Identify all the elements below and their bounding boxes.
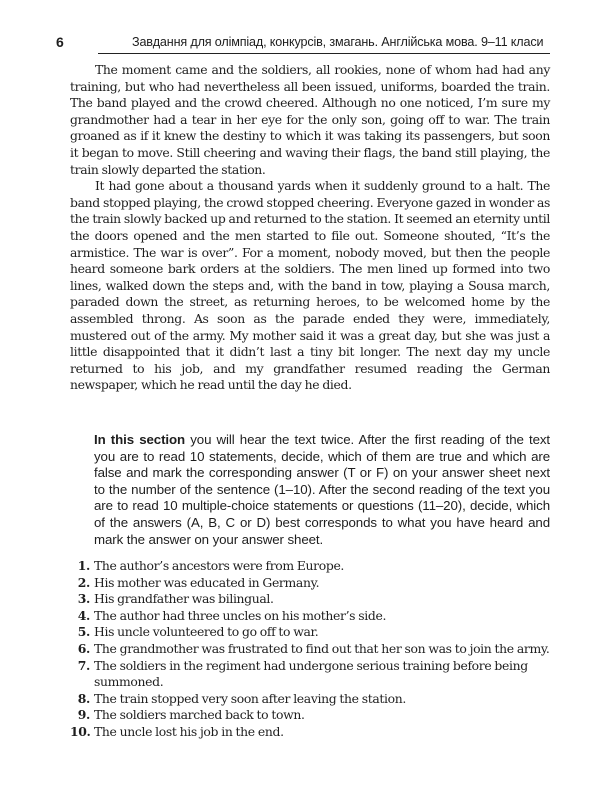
statement-text: His mother was educated in Germany. — [94, 574, 320, 590]
page-number: 6 — [56, 34, 64, 50]
statement-text: The soldiers marched back to town. — [94, 707, 305, 723]
statement-number: 5. — [77, 624, 90, 640]
statement-item — [70, 608, 550, 625]
instructions-paragraph — [94, 432, 550, 548]
statement-item — [70, 707, 550, 724]
statement-number: 2. — [77, 574, 90, 590]
statement-text: The grandmother was frustrated to find out that her son was to join the army. — [94, 640, 550, 656]
statement-item — [70, 658, 550, 691]
statement-text: The author’s ancestors were from Europe. — [94, 558, 345, 573]
statement-text: His grandfather was bilingual. — [94, 591, 274, 607]
statement-text: The author had three uncles on his mother’s side. — [94, 607, 387, 623]
statement-number: 6. — [77, 640, 90, 656]
statement-number: 7. — [77, 657, 90, 673]
instructions-body: you will hear the text twice. After the first reading of the text you are to read 10 statements, decide, which of them are true and which are false and mark the corresponding answer (T or F) on your answer sheet next to the number of the sentence (1–10). After the second reading of the text you are to read 10 multiple-choice statements or questions (11–20), decide, which of the answers (A, B, C or D) best corresponds to what you have heard and mark the answer on your answer sheet. — [94, 432, 551, 547]
statement-item — [70, 691, 550, 708]
statement-number: 3. — [77, 591, 90, 607]
statements-list — [70, 558, 550, 741]
statement-item — [70, 558, 550, 575]
running-header-title: Завдання для олімпіад, конкурсів, змагань. Англійська мова. 9–11 класи — [132, 35, 544, 49]
statement-text: The train stopped very soon after leaving the station. — [94, 690, 406, 706]
statement-number: 10. — [70, 723, 91, 739]
statement-text: The soldiers in the regiment had undergone serious training before being summoned. — [94, 657, 528, 690]
task-instructions — [94, 432, 550, 548]
statement-item — [70, 575, 550, 592]
statement-text: The uncle lost his job in the end. — [94, 723, 284, 739]
statement-number: 1. — [77, 558, 90, 573]
statement-item — [70, 724, 550, 741]
statement-text: His uncle volunteered to go off to war. — [94, 624, 319, 640]
instructions-lead: In this section — [94, 432, 186, 447]
passage-paragraph: It had gone about a thousand yards when it suddenly ground to a halt. The band stopped playing, the crowd stopped cheering. Everyone gazed in wonder as the train slowly backed up and returned to the station. It seemed an eternity until the doors opened and the men started to file out. Someone shouted, “It’s the armistice. The war is over”. For a moment, nobody moved, but then the people heard someone bark orders at the soldiers. The men lined up formed into two lines, walked down the steps and, with the band in tow, playing a Sousa march, paraded down the street, as returning heroes, to be welcomed home by the assembled throng. As soon as the parade ended they were, immediately, mustered out of the army. My mother said it was a great day, but she was just a little disappointed that it didn’t last a tiny bit longer. The next day my uncle returned to his job, and my grandfather resumed reading the German newspaper, which he read until the day he died. — [70, 178, 551, 393]
statement-item — [70, 591, 550, 608]
statement-number: 4. — [77, 607, 90, 623]
header-rule — [98, 53, 550, 54]
statement-item — [70, 624, 550, 641]
passage-paragraph: The moment came and the soldiers, all rookies, none of whom had had any training, but who had nevertheless all been issued, uniforms, boarded the train. The band played and the crowd cheered. Although no one noticed, I’m sure my grandmother had a tear in her eye for the only son, going off to war. The train groaned as if it knew the destiny to which it was taking its passengers, but soon it began to move. Still cheering and waving their flags, the band still playing, the train slowly departed the station. — [70, 62, 550, 177]
statement-number: 9. — [77, 707, 90, 723]
statement-number: 8. — [77, 690, 90, 706]
listening-passage — [70, 62, 550, 394]
statement-item — [70, 641, 550, 658]
